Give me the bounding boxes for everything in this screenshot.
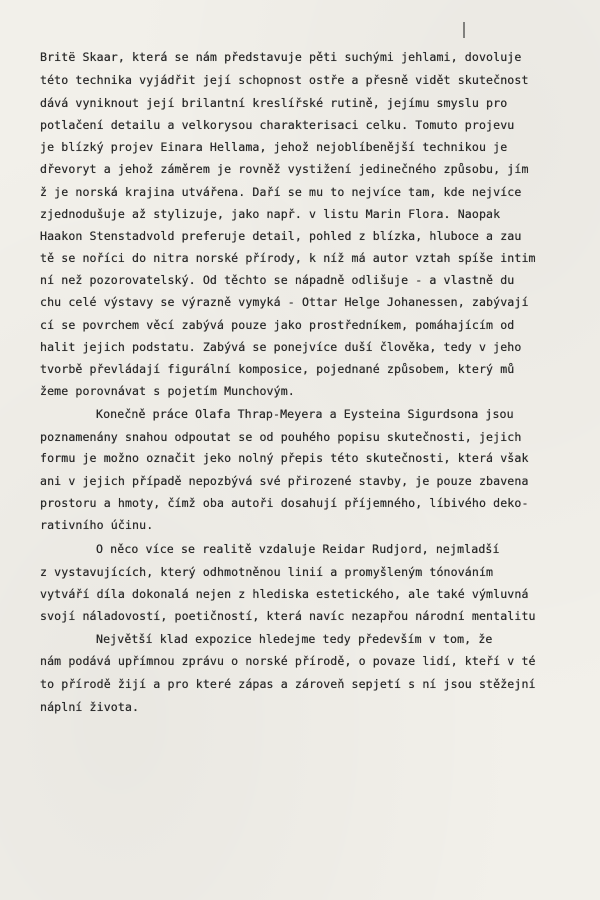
text-line: je blízký projev Einara Hellama, jehož nejoblíbenější technikou je <box>40 140 508 154</box>
text-line: náplní života. <box>40 700 140 714</box>
text-line: chu celé výstavy se výrazně vymyká - Ottar Helge Johanessen, zabývají <box>40 295 529 309</box>
text-line: O něco více se realitě vzdaluje Reidar Rudjord, nejmladší <box>96 542 500 556</box>
text-line: nám podává upřímnou zprávu o norské přírodě, o povaze lidí, kteří v té <box>40 654 536 668</box>
text-line: Haakon Stenstadvold preferuje detail, pohled z blízka, hluboce a zau <box>40 229 522 243</box>
margin-tick-mark <box>463 22 465 38</box>
text-line: tě se noříci do nitra norské přírody, k níž má autor vztah spíše intim <box>40 251 536 265</box>
text-line: svojí náladovostí, poetičností, která navíc nezapřou národní mentalitu <box>40 609 536 623</box>
text-line: ž je norská krajina utvářena. Daří se mu to nejvíce tam, kde nejvíce <box>40 185 522 199</box>
text-line: dřevoryt a jehož záměrem je rovněž vystižení jedinečného způsobu, jím <box>40 162 529 176</box>
text-line: z vystavujících, který odhmotněnou linií a promyšleným tónováním <box>40 565 494 579</box>
text-line: žeme porovnávat s pojetím Munchovým. <box>40 384 295 398</box>
text-line: Britë Skaar, která se nám představuje pěti suchými jehlami, dovoluje <box>40 50 522 64</box>
text-line: zjednodušuje až stylizuje, jako např. v listu Marin Flora. Naopak <box>40 207 501 221</box>
text-line: poznamenány snahou odpoutat se od pouhého popisu skutečnosti, jejich <box>40 430 522 444</box>
text-line: dává vyniknout její brilantní kreslířské rutině, jejímu smyslu pro <box>40 96 508 110</box>
text-line: ní než pozorovatelský. Od těchto se nápadně odlišuje - a vlastně du <box>40 273 515 287</box>
text-line: vytváří díla dokonalá nejen z hlediska estetického, ale také výmluvná <box>40 587 529 601</box>
text-line: potlačení detailu a velkorysou charakterisaci celku. Tomuto projevu <box>40 118 515 132</box>
text-line: cí se povrchem věcí zabývá pouze jako prostředníkem, pomáhajícím od <box>40 318 515 332</box>
text-line: ani v jejich případě nepozbývá své přirozené stavby, je pouze zbavena <box>40 474 529 488</box>
text-line: rativního účinu. <box>40 518 154 532</box>
text-line: tvorbě převládají figurální komposice, pojednané způsobem, který mů <box>40 362 515 376</box>
text-line: halit jejich podstatu. Zabývá se ponejvíce duší člověka, tedy v jeho <box>40 340 522 354</box>
text-line: Konečně práce Olafa Thrap-Meyera a Eysteina Sigurdsona jsou <box>96 407 514 421</box>
text-line: to přírodě žijí a pro které zápas a zároveň sepjetí s ní jsou stěžejní <box>40 677 536 691</box>
text-line: Největší klad expozice hledejme tedy především v tom, že <box>96 632 493 646</box>
text-line: formu je možno označit jeko nolný přepis této skutečnosti, která však <box>40 451 529 465</box>
text-line: prostoru a hmoty, čímž oba autoři dosahují příjemného, líbivého deko- <box>40 496 529 510</box>
text-line: této technika vyjádřit její schopnost ostře a přesně vidět skutečnost <box>40 73 529 87</box>
